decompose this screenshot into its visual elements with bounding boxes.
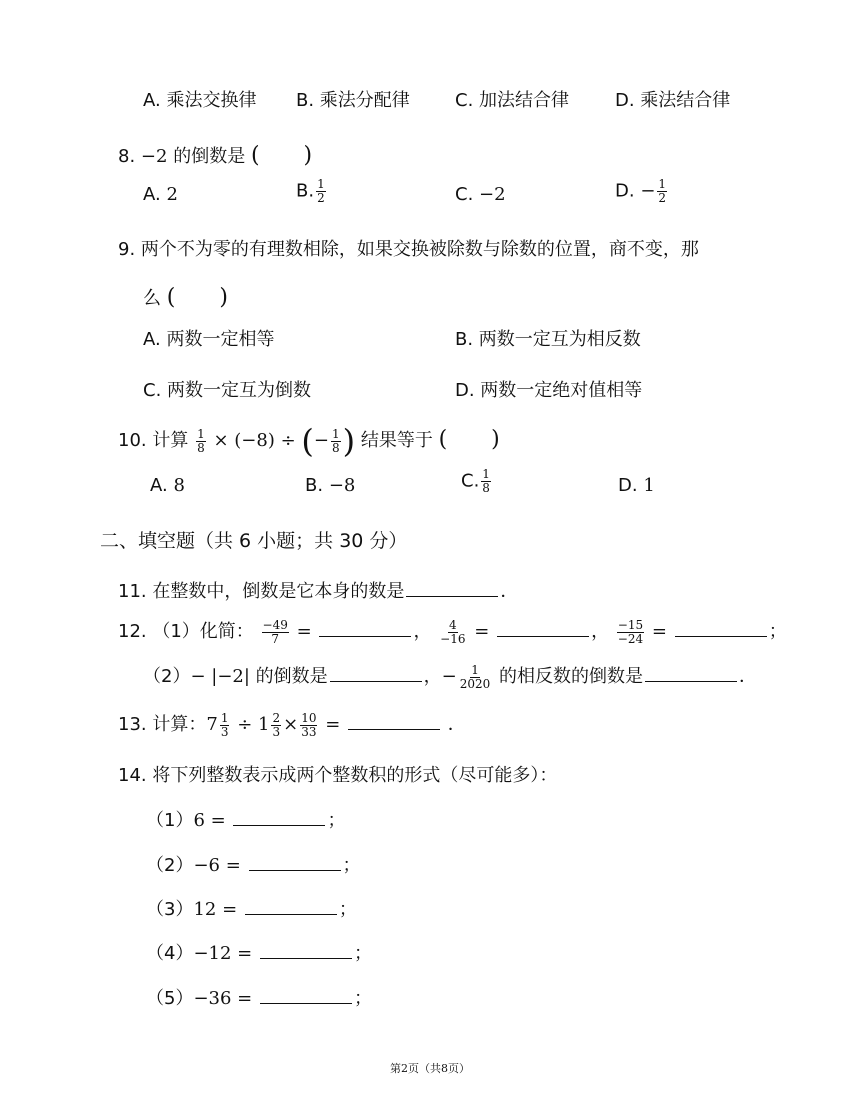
- q13-end: ．: [447, 714, 466, 735]
- q8-option-a-label: A.: [143, 184, 161, 205]
- q14-item-1-label: （1）: [146, 810, 194, 831]
- q14-item-4-blank[interactable]: [260, 940, 352, 959]
- q8-option-a-value: 2: [166, 184, 178, 205]
- q12-eq-a: =: [296, 621, 312, 642]
- q10-option-b: [305, 475, 355, 496]
- q14-item-2-end: ；: [342, 855, 361, 876]
- q10-expr-mid: × (−8) ÷: [213, 430, 296, 451]
- q12-answer-blank-b[interactable]: [497, 618, 589, 637]
- q13-eq: =: [325, 714, 341, 735]
- q10-fraction-2: $\frac{1}{8}$: [331, 426, 340, 455]
- q8-option-d-label: D.: [615, 180, 635, 202]
- q10-option-b-value: −8: [328, 475, 356, 496]
- q14-item-5-end: ；: [353, 988, 372, 1009]
- q8-answer-bracket: ( ): [250, 143, 313, 168]
- q10-option-a: [150, 475, 185, 496]
- q12-part1-label: 12. （1）化简：: [118, 621, 254, 642]
- q12-answer-blank-d[interactable]: [330, 663, 422, 682]
- q14-item-4-end: ；: [353, 943, 372, 964]
- q13-fraction-1: $\frac{1}{3}$: [220, 710, 229, 739]
- q7-option-a: A. 乘法交换律: [143, 90, 257, 111]
- q10-option-b-label: B.: [305, 475, 324, 496]
- q13-answer-blank[interactable]: [348, 711, 440, 730]
- q8-number: 8.: [118, 146, 136, 167]
- q14-item-2-label: （2）: [146, 855, 194, 876]
- q10-neg-sign: −: [313, 430, 329, 451]
- q10-right-paren: ): [342, 422, 356, 460]
- q12-part2-expr: − |−2|: [190, 666, 250, 687]
- q14-item-4-label: （4）: [146, 943, 194, 964]
- q12-fraction-a: $\frac{-49}{7}$: [262, 617, 288, 646]
- q9-option-a: A. 两数一定相等: [143, 329, 275, 350]
- q7-option-b: B. 乘法分配律: [296, 90, 410, 111]
- q10-option-d-value: 1: [643, 475, 655, 496]
- q9-answer-bracket: ( ): [166, 285, 228, 310]
- q9-option-b: B. 两数一定互为相反数: [455, 329, 641, 350]
- q8-option-c-label: C.: [455, 184, 474, 205]
- q14-item-5-expr: −36 =: [193, 988, 253, 1009]
- q10-left-paren: (: [301, 422, 314, 460]
- q12-eq-c: =: [651, 621, 667, 642]
- q10-number: 10. 计算: [118, 430, 189, 451]
- q14-item-5-blank[interactable]: [260, 985, 352, 1004]
- q13-fraction-3: $\frac{10}{33}$: [301, 710, 317, 739]
- q12-sep-3: ，: [423, 666, 442, 687]
- q10-option-a-value: 8: [173, 475, 185, 496]
- q7-option-d: D. 乘法结合律: [615, 90, 731, 111]
- q7-option-c: C. 加法结合律: [455, 90, 570, 111]
- q10-option-a-label: A.: [150, 475, 168, 496]
- q14-item-1-blank[interactable]: [233, 807, 325, 826]
- q13-div: ÷: [237, 714, 253, 735]
- q14-item-5-label: （5）: [146, 988, 194, 1009]
- q11-answer-blank[interactable]: [406, 578, 498, 597]
- q12-part2: [143, 662, 757, 691]
- q12-end-2: ．: [739, 666, 758, 687]
- q11-text: 11. 在整数中，倒数是它本身的数是: [118, 581, 405, 602]
- q9-option-d: D. 两数一定绝对值相等: [455, 380, 643, 401]
- q14-item-2: [146, 851, 361, 877]
- q10-option-c: [461, 468, 493, 495]
- q10-option-c-fraction: $\frac{1}{8}$: [482, 467, 490, 495]
- q14-item-3-label: （3）: [146, 899, 194, 920]
- q14-stem: 14. 将下列整数表示成两个整数积的形式（尽可能多）：: [118, 765, 558, 786]
- q13-whole-1: 7: [206, 714, 218, 735]
- q12-sep-1: ，: [413, 621, 432, 642]
- q12-fraction-c: $\frac{-15}{-24}$: [617, 617, 644, 646]
- q8-option-b: [296, 178, 328, 205]
- q13-whole-2: 1: [258, 714, 270, 735]
- q14-item-1: [146, 806, 345, 832]
- q8-option-d-fraction: $\frac{1}{2}$: [658, 177, 667, 205]
- q10-option-c-label: C.: [461, 470, 480, 492]
- q14-item-3-expr: 12 =: [193, 899, 238, 920]
- q10-fraction-1: $\frac{1}{8}$: [197, 426, 205, 455]
- q12-answer-blank-c[interactable]: [675, 618, 767, 637]
- q14-item-3-end: ；: [338, 899, 357, 920]
- q13-times: ×: [283, 714, 299, 735]
- q8-text: 的倒数是: [173, 146, 246, 167]
- q10-stem: [118, 422, 500, 460]
- q10-option-d: [618, 475, 655, 496]
- q11-stem: [118, 577, 518, 603]
- q12-end-1: ；: [768, 621, 787, 642]
- page-footer: 第2页（共8页）: [390, 1062, 470, 1075]
- q8-option-d: [615, 178, 669, 205]
- q14-item-4-expr: −12 =: [193, 943, 253, 964]
- q9-stem-line2-text: 么: [143, 288, 161, 309]
- q12-answer-blank-e[interactable]: [645, 663, 737, 682]
- q8-option-c-value: −2: [479, 184, 506, 205]
- q9-stem-line2: [143, 280, 228, 311]
- q13-stem: [118, 710, 466, 739]
- q8-option-c: [455, 184, 506, 205]
- q13-fraction-2: $\frac{2}{3}$: [272, 710, 281, 739]
- q10-option-d-label: D.: [618, 475, 638, 496]
- q9-option-c: C. 两数一定互为倒数: [143, 380, 312, 401]
- q12-part2-label: （2）: [143, 666, 191, 687]
- q12-part2-text-2: 的相反数的倒数是: [499, 666, 644, 687]
- q8-option-d-sign: −: [640, 180, 656, 202]
- q13-label: 13. 计算：: [118, 714, 207, 735]
- q12-part2-neg: −: [441, 666, 457, 687]
- q10-answer-bracket: ( ): [438, 427, 500, 452]
- q11-end: ．: [500, 581, 519, 602]
- q12-eq-b: =: [474, 621, 490, 642]
- q12-fraction-d: $\frac{1}{2020}$: [459, 662, 491, 691]
- q12-part1: [118, 617, 787, 646]
- q8-option-b-fraction: $\frac{1}{2}$: [317, 177, 325, 205]
- q14-item-2-expr: −6 =: [193, 855, 241, 876]
- q10-text: 结果等于: [360, 430, 433, 451]
- q14-item-3: [146, 895, 357, 921]
- q14-item-2-blank[interactable]: [249, 852, 341, 871]
- q8-option-a: [143, 184, 178, 205]
- q14-item-5: [146, 984, 372, 1010]
- q8-option-b-label: B.: [296, 180, 315, 202]
- q8-stem: [118, 138, 312, 169]
- q8-expr: −2: [140, 146, 168, 167]
- q12-part2-text-1: 的倒数是: [255, 666, 328, 687]
- q14-item-1-end: ；: [327, 810, 346, 831]
- q14-item-3-blank[interactable]: [245, 896, 337, 915]
- q12-fraction-b: $\frac{4}{-16}$: [440, 617, 466, 646]
- q14-item-4: [146, 939, 372, 965]
- q14-item-1-expr: 6 =: [193, 810, 226, 831]
- q9-stem-line1: 9. 两个不为零的有理数相除，如果交换被除数与除数的位置，商不变，那: [118, 239, 699, 260]
- section-2-heading: 二、填空题（共 6 小题；共 30 分）: [100, 530, 408, 552]
- q12-answer-blank-a[interactable]: [319, 618, 411, 637]
- q12-sep-2: ，: [591, 621, 610, 642]
